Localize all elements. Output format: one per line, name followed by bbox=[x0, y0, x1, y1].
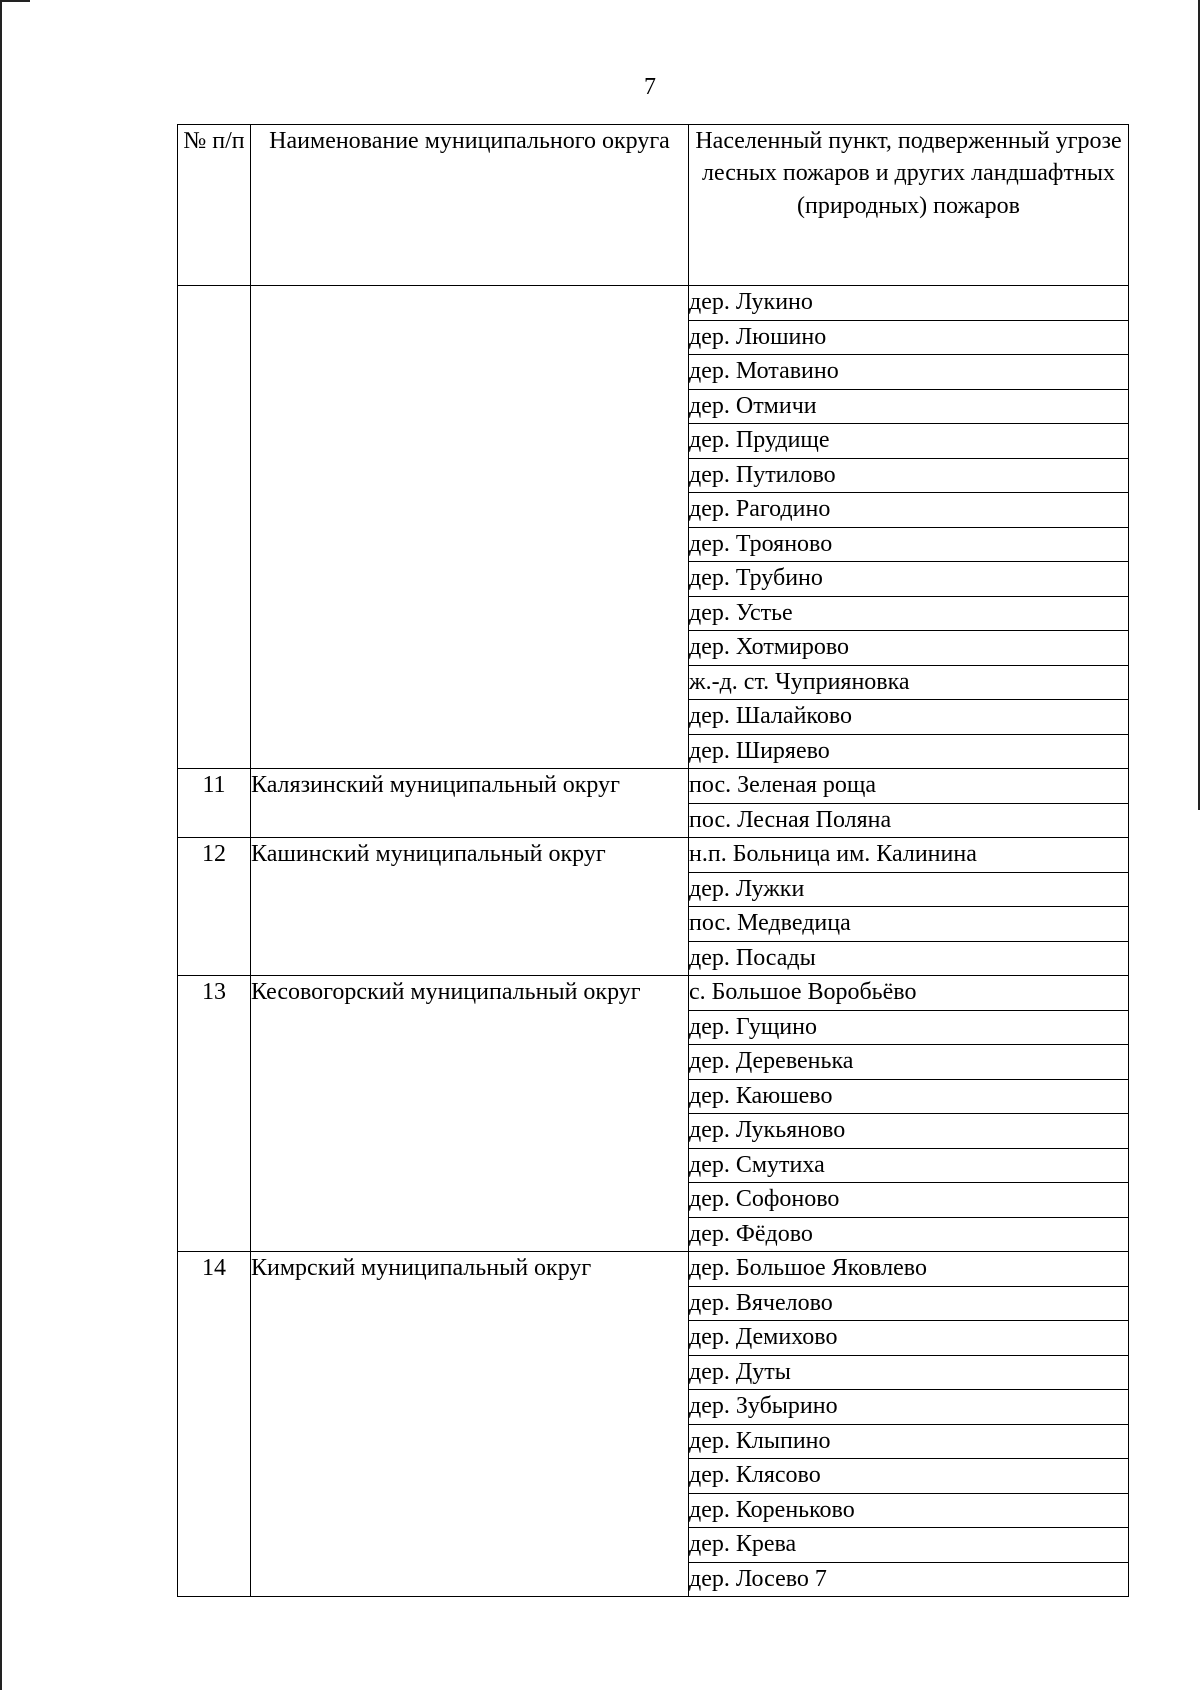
settlement-name: дер. Зубырино bbox=[689, 1390, 1129, 1425]
settlement-name: пос. Медведица bbox=[689, 907, 1129, 942]
settlement-name: пос. Зеленая роща bbox=[689, 769, 1129, 804]
header-number: № п/п bbox=[178, 125, 251, 286]
scan-edge-top bbox=[0, 0, 30, 2]
table-row bbox=[178, 286, 1129, 321]
settlement-name: дер. Большое Яковлево bbox=[689, 1252, 1129, 1287]
settlement-name: н.п. Больница им. Калинина bbox=[689, 838, 1129, 873]
settlement-name: дер. Отмичи bbox=[689, 389, 1129, 424]
settlement-name: дер. Каюшево bbox=[689, 1079, 1129, 1114]
settlement-name: дер. Дуты bbox=[689, 1355, 1129, 1390]
row-number: 12 bbox=[178, 838, 251, 976]
settlement-name: дер. Лужки bbox=[689, 872, 1129, 907]
table-row bbox=[178, 976, 1129, 1011]
settlement-name: дер. Рагодино bbox=[689, 493, 1129, 528]
settlement-name: дер. Клясово bbox=[689, 1459, 1129, 1494]
district-name: Кимрский муниципальный округ bbox=[251, 1252, 689, 1597]
settlement-name: дер. Лукино bbox=[689, 286, 1129, 321]
page-number: 7 bbox=[644, 74, 656, 100]
table-row bbox=[178, 838, 1129, 873]
settlement-name: дер. Трубино bbox=[689, 562, 1129, 597]
settlement-name: с. Большое Воробьёво bbox=[689, 976, 1129, 1011]
settlement-name: дер. Кореньково bbox=[689, 1493, 1129, 1528]
district-name: Кашинский муниципальный округ bbox=[251, 838, 689, 976]
settlement-name: дер. Деревенька bbox=[689, 1045, 1129, 1080]
settlement-name: дер. Вячелово bbox=[689, 1286, 1129, 1321]
settlement-name: дер. Софоново bbox=[689, 1183, 1129, 1218]
settlement-name: дер. Крева bbox=[689, 1528, 1129, 1563]
settlement-name: дер. Демихово bbox=[689, 1321, 1129, 1356]
settlement-name: дер. Устье bbox=[689, 596, 1129, 631]
settlement-name: дер. Клыпино bbox=[689, 1424, 1129, 1459]
settlement-name: ж.-д. ст. Чуприяновка bbox=[689, 665, 1129, 700]
scan-edge-left bbox=[0, 0, 2, 1690]
header-district: Наименование муниципального округа bbox=[251, 125, 689, 286]
row-number: 13 bbox=[178, 976, 251, 1252]
district-name: Калязинский муниципальный округ bbox=[251, 769, 689, 838]
settlement-name: дер. Гущино bbox=[689, 1010, 1129, 1045]
settlement-name: дер. Фёдово bbox=[689, 1217, 1129, 1252]
settlement-name: дер. Шалайково bbox=[689, 700, 1129, 735]
row-number: 14 bbox=[178, 1252, 251, 1597]
settlement-name: дер. Мотавино bbox=[689, 355, 1129, 390]
settlement-name: дер. Путилово bbox=[689, 458, 1129, 493]
table-body bbox=[178, 286, 1129, 1597]
settlement-name: дер. Посады bbox=[689, 941, 1129, 976]
settlement-name: дер. Трояново bbox=[689, 527, 1129, 562]
settlement-name: дер. Ширяево bbox=[689, 734, 1129, 769]
settlement-name: дер. Лосево 7 bbox=[689, 1562, 1129, 1597]
row-number bbox=[178, 286, 251, 769]
settlement-name: дер. Люшино bbox=[689, 320, 1129, 355]
settlement-name: пос. Лесная Поляна bbox=[689, 803, 1129, 838]
settlement-name: дер. Прудище bbox=[689, 424, 1129, 459]
settlements-table bbox=[177, 124, 1129, 1597]
district-name bbox=[251, 286, 689, 769]
table-header-row bbox=[178, 125, 1129, 286]
settlement-name: дер. Смутиха bbox=[689, 1148, 1129, 1183]
row-number: 11 bbox=[178, 769, 251, 838]
settlement-name: дер. Хотмирово bbox=[689, 631, 1129, 666]
settlement-name: дер. Лукьяново bbox=[689, 1114, 1129, 1149]
district-name: Кесовогорский муниципальный округ bbox=[251, 976, 689, 1252]
header-settlement: Населенный пункт, подверженный угрозе лесных пожаров и других ландшафтных (природных) пожаров bbox=[689, 125, 1129, 286]
table-row bbox=[178, 769, 1129, 804]
table-row bbox=[178, 1252, 1129, 1287]
